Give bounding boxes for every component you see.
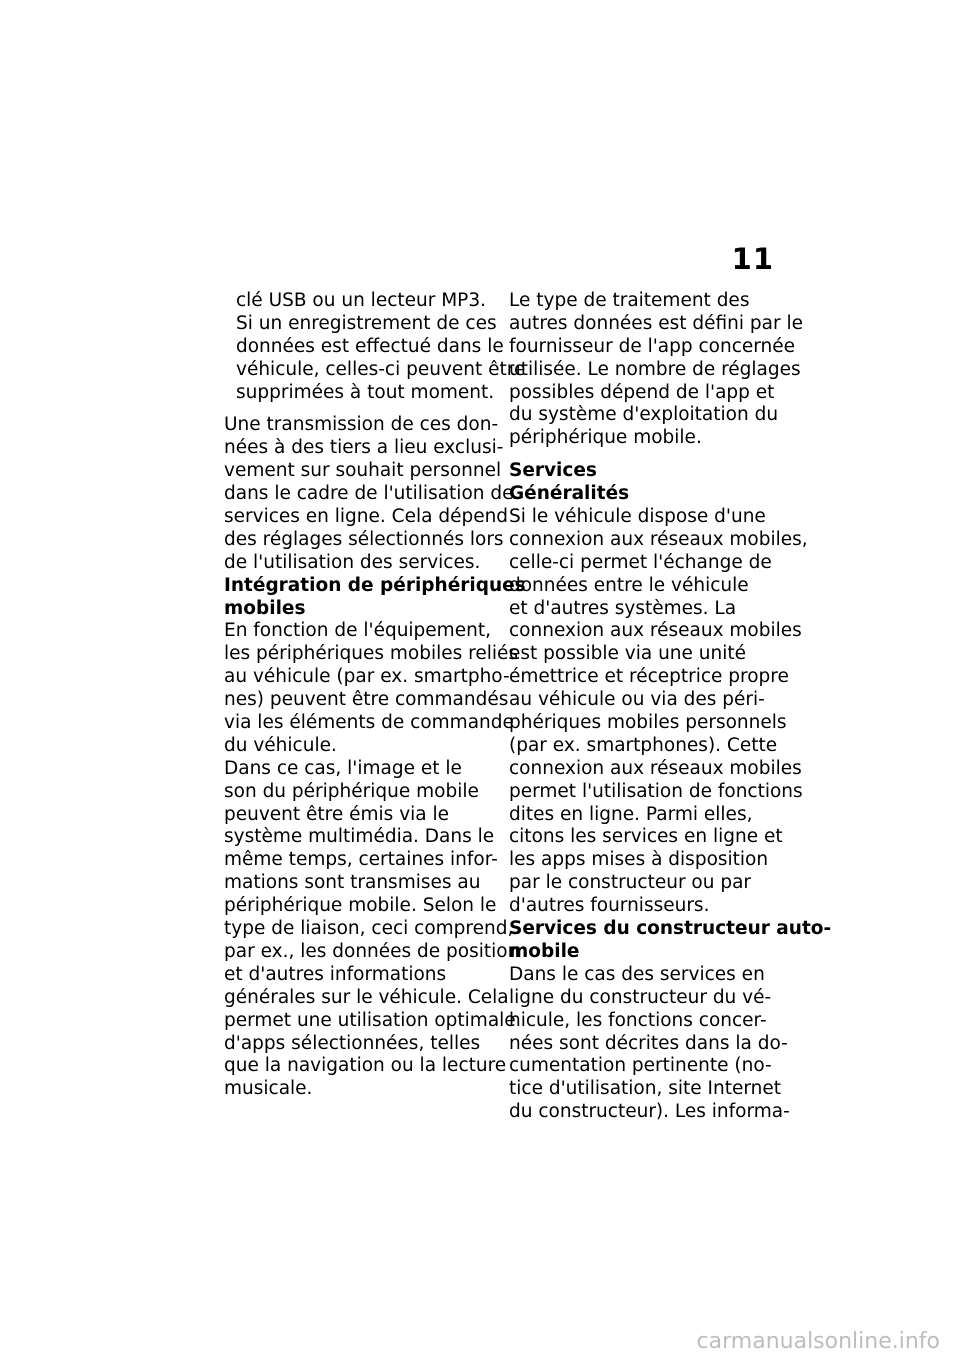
- text-line: du système d'exploitation du: [509, 404, 779, 426]
- text-line: périphérique mobile. Selon le: [224, 895, 497, 917]
- text-line: Le type de traitement des: [509, 290, 750, 311]
- text-line: utilisée. Le nombre de réglages: [509, 358, 801, 380]
- subheading-generalites: Généralités: [509, 483, 630, 505]
- text-line: clé USB ou un lecteur MP3.: [236, 290, 486, 311]
- type-paragraph: [509, 290, 803, 450]
- text-line: vement sur souhait personnel: [224, 460, 502, 482]
- text-line: dans le cadre de l'utilisation de: [224, 483, 514, 505]
- section-heading-integration: [224, 574, 526, 621]
- text-line: dites en ligne. Parmi elles,: [509, 803, 753, 825]
- text-line: citons les services en ligne et: [509, 826, 783, 848]
- text-line: (par ex. smartphones). Cette: [509, 734, 778, 756]
- text-line: En fonction de l'équipement,: [224, 620, 491, 642]
- text-line: d'autres fournisseurs.: [509, 895, 710, 917]
- text-line: permet l'utilisation de fonctions: [509, 780, 803, 802]
- text-line: du constructeur). Les informa-: [509, 1101, 790, 1123]
- text-line: possibles dépend de l'app et: [509, 381, 775, 403]
- text-line: les apps mises à disposition: [509, 849, 769, 871]
- transmission-paragraph: [224, 414, 514, 574]
- text-line: que la navigation ou la lecture: [224, 1055, 507, 1077]
- image-paragraph: [224, 757, 520, 1101]
- text-line: émettrice et réceptrice propre: [509, 666, 789, 688]
- watermark: carmanualsonline.info: [696, 1329, 940, 1354]
- heading-line: Services du constructeur auto-: [509, 918, 832, 940]
- text-line: même temps, certaines infor-: [224, 849, 498, 871]
- text-line: musicale.: [224, 1078, 313, 1100]
- text-line: par ex., les données de position: [224, 940, 520, 962]
- text-line: périphérique mobile.: [509, 427, 702, 449]
- fonction-paragraph: [224, 620, 519, 757]
- generalites-paragraph: [509, 506, 808, 918]
- text-line: au véhicule ou via des péri-: [509, 689, 765, 711]
- text-line: nées sont décrites dans la do-: [509, 1032, 788, 1054]
- text-line: Dans ce cas, l'image et le: [224, 757, 462, 779]
- text-line: cumentation pertinente (no-: [509, 1055, 772, 1077]
- constructeur-paragraph: [509, 963, 790, 1124]
- text-line: phériques mobiles personnels: [509, 712, 787, 734]
- text-line: et d'autres informations: [224, 963, 447, 985]
- heading-line: Intégration de périphériques: [224, 574, 526, 596]
- left-column: [224, 290, 526, 1101]
- section-heading-services: Services: [509, 460, 597, 482]
- text-line: données est effectué dans le: [236, 335, 504, 357]
- text-line: peuvent être émis via le: [224, 803, 450, 825]
- text-line: via les éléments de commande: [224, 712, 514, 734]
- text-line: connexion aux réseaux mobiles: [509, 757, 802, 779]
- text-line: Si un enregistrement de ces: [236, 312, 497, 334]
- text-line: mations sont transmises au: [224, 872, 481, 894]
- text-line: données entre le véhicule: [509, 574, 749, 596]
- text-line: type de liaison, ceci comprend,: [224, 918, 514, 940]
- text-line: autres données est défini par le: [509, 312, 803, 334]
- text-line: nées à des tiers a lieu exclusi-: [224, 437, 504, 459]
- text-line: des réglages sélectionnés lors: [224, 528, 504, 550]
- text-line: ligne du constructeur du vé-: [509, 986, 772, 1008]
- text-line: supprimées à tout moment.: [236, 381, 495, 403]
- text-line: et d'autres systèmes. La: [509, 597, 737, 619]
- text-line: hicule, les fonctions concer-: [509, 1009, 767, 1031]
- text-line: véhicule, celles-ci peuvent être: [236, 358, 526, 380]
- heading-line: mobiles: [224, 597, 306, 619]
- text-line: nes) peuvent être commandés: [224, 689, 509, 711]
- text-line: est possible via une unité: [509, 643, 747, 665]
- text-line: Si le véhicule dispose d'une: [509, 506, 766, 528]
- text-line: du véhicule.: [224, 734, 337, 756]
- text-line: connexion aux réseaux mobiles,: [509, 528, 808, 550]
- text-line: son du périphérique mobile: [224, 780, 479, 802]
- section-heading-constructeur: [509, 918, 832, 964]
- text-line: tice d'utilisation, site Internet: [509, 1078, 781, 1100]
- text-line: au véhicule (par ex. smartpho-: [224, 666, 510, 688]
- text-line: d'apps sélectionnées, telles: [224, 1032, 481, 1054]
- heading-line: mobile: [509, 940, 580, 962]
- text-line: connexion aux réseaux mobiles: [509, 620, 802, 642]
- text-line: par le constructeur ou par: [509, 872, 752, 894]
- text-line: les périphériques mobiles reliés: [224, 643, 519, 665]
- text-line: Dans le cas des services en: [509, 963, 765, 985]
- intro-paragraph: [224, 290, 526, 404]
- text-line: système multimédia. Dans le: [224, 826, 495, 848]
- text-line: générales sur le véhicule. Cela: [224, 986, 509, 1008]
- page-number: 11: [731, 242, 774, 276]
- text-line: services en ligne. Cela dépend: [224, 506, 509, 528]
- text-line: celle-ci permet l'échange de: [509, 551, 772, 573]
- text-line: Une transmission de ces don-: [224, 414, 499, 436]
- right-column: [509, 290, 832, 1124]
- text-line: fournisseur de l'app concernée: [509, 335, 796, 357]
- text-line: de l'utilisation des services.: [224, 551, 481, 573]
- text-line: permet une utilisation optimale: [224, 1009, 516, 1031]
